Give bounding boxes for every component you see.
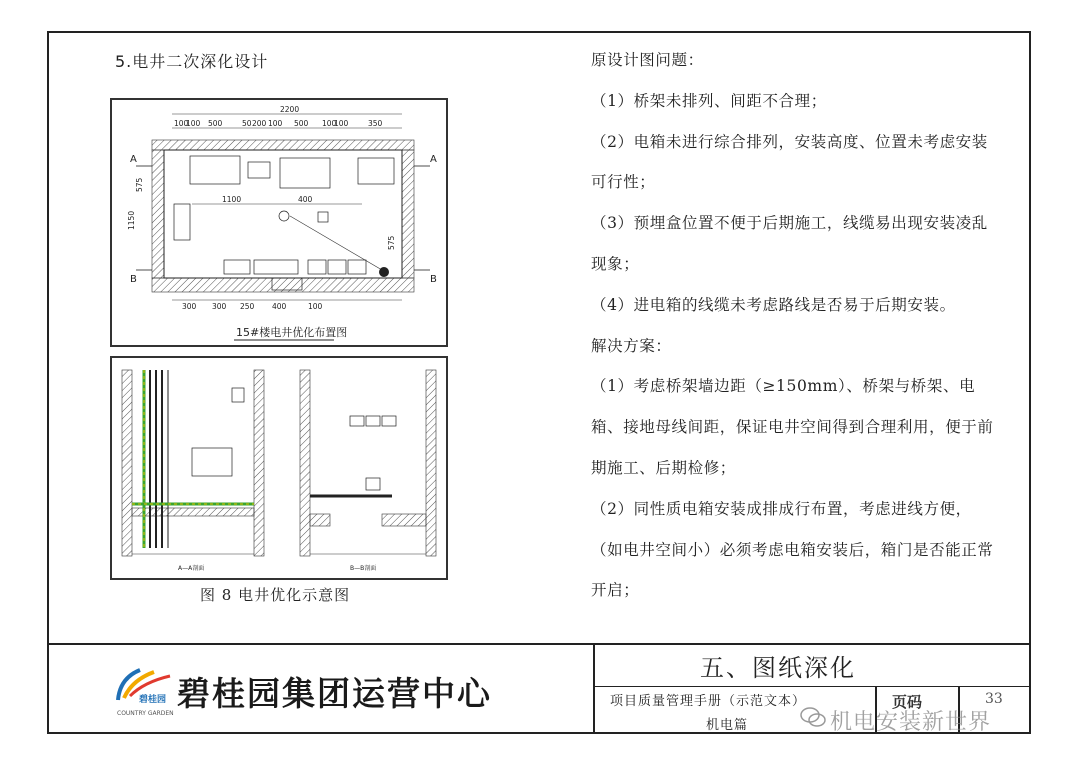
plan-drawing [112,100,446,345]
manual-title: 项目质量管理手册（示范文本） [610,694,807,709]
problem-item: （2）电箱未进行综合排列，安装高度、位置未考虑安装可行性； [591,132,988,192]
footer-vdivider [593,643,595,734]
page-label: 页码 [892,693,923,711]
dim-b1: 300 [182,302,197,311]
dim-r1: 575 [387,235,396,250]
section-drawing [112,358,446,578]
chapter-title: 五、图纸深化 [700,654,856,682]
dim-t1: 100 [174,119,189,128]
mark-a-right: A [430,154,437,165]
problems-heading: 原设计图问题： [591,51,704,69]
dim-t6: 100 [268,119,283,128]
solution-item: （2）同性质电箱安装成排成行布置，考虑进线方便，（如电井空间小）必须考虑电箱安装后，箱门是否能正常开启； [591,499,994,600]
dim-t2: 100 [186,119,201,128]
wechat-icon [800,706,826,728]
dim-l2: 1150 [127,210,136,230]
problem-item: （4）进电箱的线缆未考虑路线是否易于后期安装。 [591,295,956,314]
dim-t3: 500 [208,119,223,128]
dim-m1: 1100 [222,195,242,204]
dim-t9: 100 [334,119,349,128]
footer-top-rule [47,643,1031,645]
mark-b-left: B [130,274,137,285]
dim-t5: 200 [252,119,267,128]
page-number: 33 [985,691,1003,707]
watermark: 机电安装新世界 [830,710,992,735]
company-name: 碧桂园集团运营中心 [177,674,492,713]
plan-figure [110,98,448,347]
body-text [556,40,996,611]
mark-b-right: B [430,274,437,285]
dim-b4: 400 [272,302,287,311]
dim-b5: 100 [308,302,323,311]
problem-item: （3）预埋盒位置不便于后期施工，线缆易出现安装凌乱现象； [591,214,988,273]
mark-a-left: A [130,154,137,165]
problem-item: （1）桥架未排列、间距不合理； [591,91,827,110]
section-title: 5.电井二次深化设计 [115,52,269,71]
section-bb-label: B—B剖面 [350,565,377,572]
dim-t8: 100 [322,119,337,128]
dim-t4: 50 [242,119,252,128]
solution-item: （1）考虑桥架墙边距（≥150mm）、桥架与桥架、电箱、接地母线间距，保证电井空间得到合理利用，便于前期施工、后期检修； [591,377,994,477]
manual-subtitle: 机电篇 [706,718,749,733]
dim-total: 2200 [280,105,300,114]
footer-hdivider [593,686,1031,687]
solutions-heading: 解决方案： [591,336,672,355]
figure-caption: 图 8 电井优化示意图 [200,586,351,604]
dim-m2: 400 [298,195,313,204]
section-figure [110,356,448,580]
plan-title: 15#楼电井优化布置图 [236,326,348,339]
dim-b3: 250 [240,302,255,311]
dim-t7: 500 [294,119,309,128]
logo-brand: 碧桂园 [139,695,167,705]
dim-b2: 300 [212,302,227,311]
logo-subtext: COUNTRY GARDEN [117,710,174,717]
dim-l1: 575 [135,177,144,192]
section-aa-label: A—A剖面 [178,565,205,572]
dim-t10: 350 [368,119,383,128]
